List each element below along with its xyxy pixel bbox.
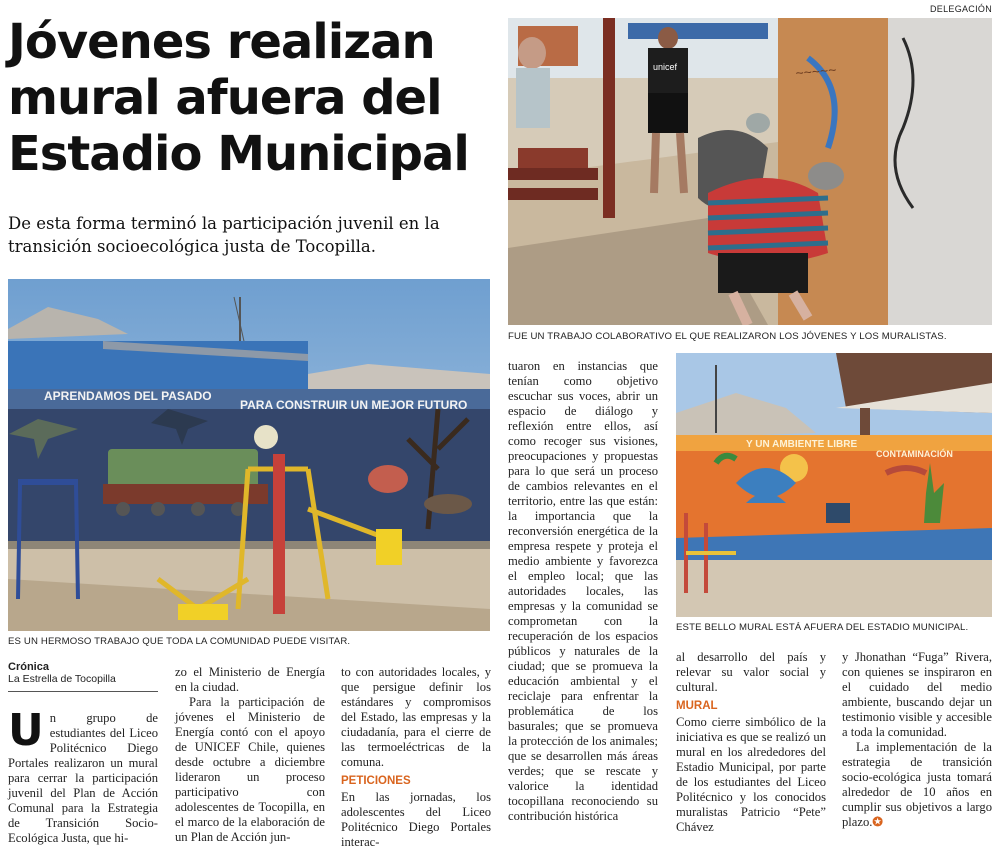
youth-painting-photo — [508, 18, 992, 325]
paragraph: tuaron en instancias que tenían como objetivo escuchar sus voces, abrir un espacio de diálogo y reflexión entre ellos, así como recoger sus visiones, preocupaciones y propuestas para lo que será un proceso de cambios relevantes en el territorio, entre las que están: la importancia que la reconversión energética de la empresa respete y proteja el medio ambiente y favorezca el empleo local; que las autoridades locales, las empresas y la comunidad se comprometan con la recuperación de los espacios públicos y naturales de la ciudad; que se promueva la educación ambiental y el reciclaje para enfrentar la problemática de los basurales; que se promueva la protección de los animales; que se desarrollen más áreas verdes; que se rescate y valorice la identidad tocopillana reconociendo su contribución histórica — [508, 359, 658, 823]
paragraph: Como cierre simbólico de la iniciativa es que se realizó un mural en los alrededores del Estadio Municipal, por parte de los estudiantes del Liceo Politécnico y los conocidos muralistas Patricio “Pete” Chávez — [676, 715, 826, 834]
paragraph: n grupo de estudiantes del Liceo Politécnico Diego Portales realizaron un mural para cerrar la participación juvenil del Plan de Acción Comunal para la Estrategia de Transición Socio-Ecológica Justa, que hi- — [8, 711, 158, 845]
article-column-1 — [8, 705, 158, 846]
drop-cap: U — [8, 705, 44, 756]
unicef-shirt-text: unicef — [653, 62, 678, 72]
mural-playground-photo — [8, 279, 490, 631]
stadium-mural-photo — [676, 353, 992, 617]
byline-section: Crónica — [8, 661, 49, 673]
paragraph: Para la participación de jóvenes el Ministerio de Energía contó con el apoyo de UNICEF Chile, quienes desde octubre a diciembre lideraron un proceso participativo con adolescentes de Tocopilla, en el marco de la elaboración de un Plan de Acción jun- — [175, 695, 325, 844]
paragraph: La implementación de la estrategia de transición socio-ecológica justa tomará alrededor de 10 años en cumplir sus objetivos a largo plazo. — [842, 740, 992, 829]
mural-right-text-1: Y UN AMBIENTE LIBRE — [746, 439, 858, 450]
paragraph: to con autoridades locales, y que persigue definir los estándares y compromisos del Estado, las empresas y la ciudadanía, para el cierre de las termoeléctricas de la comuna. — [341, 665, 491, 769]
end-mark-icon: ✪ — [872, 815, 883, 829]
subhead-mural: MURAL — [676, 700, 718, 712]
subhead-peticiones: PETICIONES — [341, 775, 411, 787]
svg-text:~~~~~: ~~~~~ — [794, 61, 837, 81]
byline-publication: La Estrella de Tocopilla — [8, 673, 116, 685]
paragraph: al desarrollo del país y relevar su valor social y cultural. — [676, 650, 826, 694]
mural-text-2: PARA CONSTRUIR UN MEJOR FUTURO — [240, 398, 468, 412]
article-column-4 — [508, 359, 658, 824]
photo-caption-2: FUE UN TRABAJO COLABORATIVO EL QUE REALIZARON LOS JÓVENES Y LOS MURALISTAS. — [508, 331, 947, 342]
mural-right-text-2: CONTAMINACIÓN — [876, 449, 953, 459]
article-column-3 — [341, 665, 491, 850]
byline-rule — [8, 691, 158, 692]
headline: Jóvenes realizan mural afuera del Estadio Municipal — [8, 14, 469, 182]
paragraph: y Jhonathan “Fuga” Rivera, con quienes se inspiraron en el cuidado del medio ambiente, buscando dejar un testimonio visible y accesible a toda la comunidad. — [842, 650, 992, 739]
photo-caption-1: ES UN HERMOSO TRABAJO QUE TODA LA COMUNIDAD PUEDE VISITAR. — [8, 636, 351, 647]
paragraph: En las jornadas, los adolescentes del Liceo Politécnico Diego Portales interac- — [341, 790, 491, 849]
photo-caption-3: ESTE BELLO MURAL ESTÁ AFUERA DEL ESTADIO MUNICIPAL. — [676, 622, 969, 633]
deck-subtitle: De esta forma terminó la participación juvenil en la transición socioecológica justa de Tocopilla. — [8, 214, 440, 256]
paragraph: zo el Ministerio de Energía en la ciudad. — [175, 665, 325, 694]
article-column-5 — [676, 650, 826, 835]
article-column-6 — [842, 650, 992, 830]
mural-text-1: APRENDAMOS DEL PASADO — [44, 389, 212, 403]
section-label: DELEGACIÓN — [929, 4, 992, 14]
article-column-2 — [175, 665, 325, 845]
